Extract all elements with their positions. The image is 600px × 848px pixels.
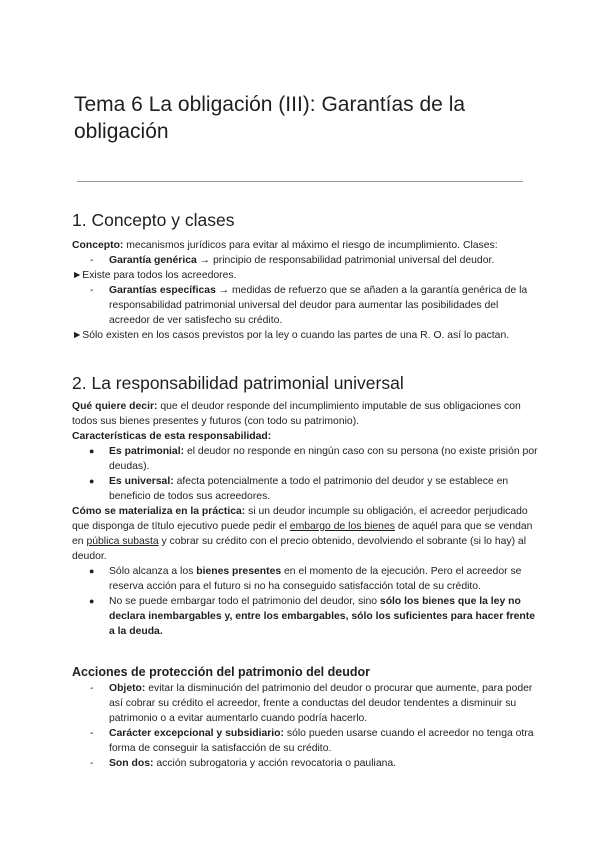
item-text: sólo pueden usarse cuando el acreedor no tenga otra forma de conseguir la satisfacción de su crédito. xyxy=(109,728,534,754)
list-item xyxy=(72,253,542,268)
item-text: → medidas de refuerzo que se añaden a la garantía genérica de la responsabilidad patrimonial universal del deudor para aumentar las posibilidades del acreedor de ver satisfecho su crédito. xyxy=(109,285,528,326)
garantia-list-2 xyxy=(72,283,542,328)
caract-label: Características de esta responsabilidad: xyxy=(72,431,272,442)
item-label: Es patrimonial: xyxy=(109,446,185,457)
list-item xyxy=(72,681,542,726)
item-label: Objeto: xyxy=(109,683,146,694)
section-heading-acciones: Acciones de protección del patrimonio del deudor xyxy=(72,665,370,679)
page-title: Tema 6 La obligación (III): Garantías de la obligación xyxy=(74,93,466,143)
section-acciones-body xyxy=(72,681,542,771)
section-heading-responsabilidad: 2. La responsabilidad patrimonial universal xyxy=(72,373,404,393)
embargo-link[interactable]: embargo de los bienes xyxy=(289,521,395,532)
section-concepto-body xyxy=(72,238,542,343)
list-item xyxy=(72,283,542,328)
item-label: Garantía genérica xyxy=(109,255,197,266)
section-responsabilidad-body xyxy=(72,399,542,639)
item-label: Carácter excepcional y subsidiario: xyxy=(109,728,284,739)
item-text: acción subrogatoria y acción revocatoria o pauliana. xyxy=(153,758,397,769)
concepto-text: mecanismos jurídicos para evitar al máximo el riesgo de incumplimiento. Clases: xyxy=(123,240,498,251)
practica-list xyxy=(72,564,542,639)
como-label: Cómo se materializa en la práctica: xyxy=(72,506,246,517)
note-solo-existen: ►Sólo existen en los casos previstos por la ley o cuando las partes de una R. O. así lo pactan. xyxy=(72,330,510,341)
list-item xyxy=(72,594,542,639)
list-item xyxy=(72,444,542,474)
subasta-link[interactable]: pública subasta xyxy=(86,536,159,547)
item-text: → principio de responsabilidad patrimonial universal del deudor. xyxy=(196,255,495,266)
item-label: Son dos: xyxy=(109,758,154,769)
item-text: el deudor no responde en ningún caso con su persona (no existe prisión por deudas). xyxy=(109,446,538,472)
item-text: evitar la disminución del patrimonio del deudor o procurar que aumente, para poder así cobrar su crédito el acreedor, frente a conductas del deudor tendentes a disminuir su patrimonio o a evitar aumentarlo cuando podría hacerlo. xyxy=(109,683,533,724)
que-label: Qué quiere decir: xyxy=(72,401,158,412)
caracteristicas-list xyxy=(72,444,542,504)
como-text: de aquél para que se vendan en xyxy=(72,521,533,547)
list-item xyxy=(72,756,542,771)
concepto-label: Concepto: xyxy=(72,240,124,251)
como-paragraph xyxy=(72,504,542,564)
caracteristicas-label xyxy=(72,429,542,444)
item-text: en el momento de la ejecución. Pero el acreedor se reserva acción para el futuro si no ha conseguido satisfacción total de su crédito. xyxy=(109,566,522,592)
que-paragraph xyxy=(72,399,542,429)
item-bold: sólo los bienes que la ley no declara inembargables y, entre los embargables, sólo los suficientes para hacer frente a la deuda. xyxy=(109,596,535,637)
list-item xyxy=(72,474,542,504)
item-text: afecta potencialmente a todo el patrimonio del deudor y se establece en beneficio de todos sus acreedores. xyxy=(109,476,509,502)
list-item xyxy=(72,726,542,756)
item-label: Garantías específicas xyxy=(109,285,216,296)
list-item xyxy=(72,564,542,594)
title-divider xyxy=(77,181,523,182)
que-text: que el deudor responde del incumplimiento imputable de sus obligaciones con todos sus bienes presentes y futuros (con todo su patrimonio). xyxy=(72,401,521,427)
item-bold: bienes presentes xyxy=(196,566,282,577)
acciones-list xyxy=(72,681,542,771)
como-text: y cobrar su crédito con el precio obtenido, devolviendo el sobrante (si lo hay) al deudor. xyxy=(72,536,527,562)
note-existe: ►Existe para todos los acreedores. xyxy=(72,270,237,281)
item-label: Es universal: xyxy=(109,476,174,487)
concepto-paragraph xyxy=(72,238,542,253)
section-heading-concepto: 1. Concepto y clases xyxy=(72,210,235,230)
garantia-list-1 xyxy=(72,253,542,268)
como-text: si un deudor incumple su obligación, el acreedor perjudicado que disponga de título ejecutivo puede pedir el xyxy=(72,506,528,532)
item-text: Sólo alcanza a los xyxy=(109,566,197,577)
item-text: No se puede embargar todo el patrimonio del deudor, sino xyxy=(109,596,380,607)
